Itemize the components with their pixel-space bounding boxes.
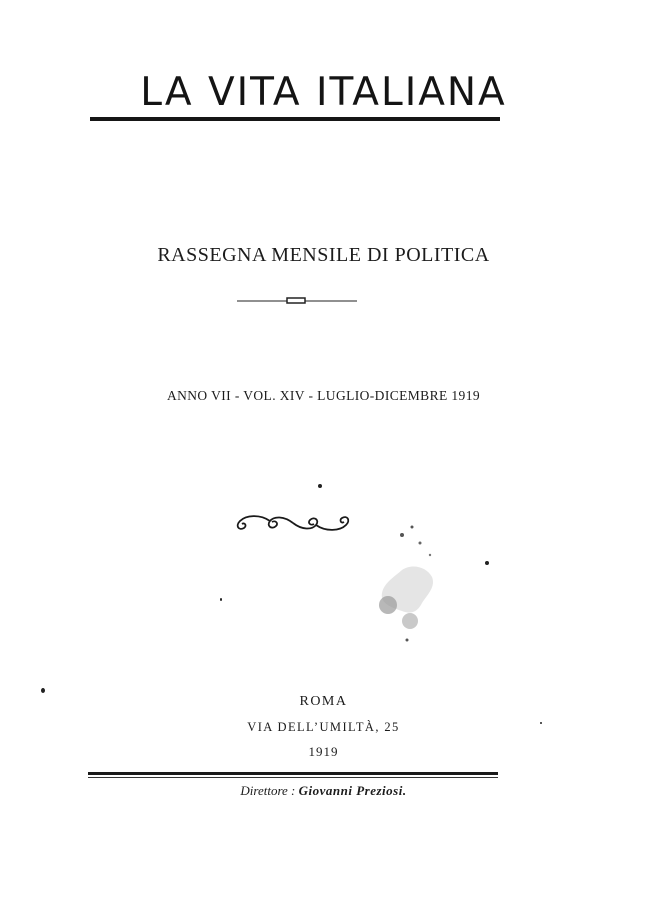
publisher-address: VIA DELL’UMILTÀ, 25 bbox=[247, 720, 400, 734]
small-ornament-divider bbox=[237, 296, 357, 306]
ink-speck bbox=[41, 688, 45, 693]
issue-line: ANNO VII - VOL. XIV - LUGLIO-DICEMBRE 1919 bbox=[166, 388, 481, 403]
scroll-ornament bbox=[232, 512, 354, 534]
title-rule bbox=[90, 117, 500, 121]
publication-year: 1919 bbox=[308, 744, 339, 759]
director-name: Giovanni Preziosi. bbox=[298, 783, 407, 798]
director-label: Direttore : bbox=[240, 783, 296, 798]
ink-speck bbox=[220, 598, 222, 601]
bottom-rule-thin bbox=[88, 777, 498, 778]
journal-title: LA VITA ITALIANA bbox=[140, 70, 507, 115]
ink-speck bbox=[485, 561, 489, 565]
subtitle: RASSEGNA MENSILE DI POLITICA bbox=[157, 244, 490, 266]
paper-stain-mark bbox=[372, 515, 472, 655]
publisher-city: ROMA bbox=[299, 694, 348, 709]
bottom-rule bbox=[88, 772, 498, 775]
director-line bbox=[0, 783, 647, 799]
ink-speck bbox=[318, 484, 322, 488]
